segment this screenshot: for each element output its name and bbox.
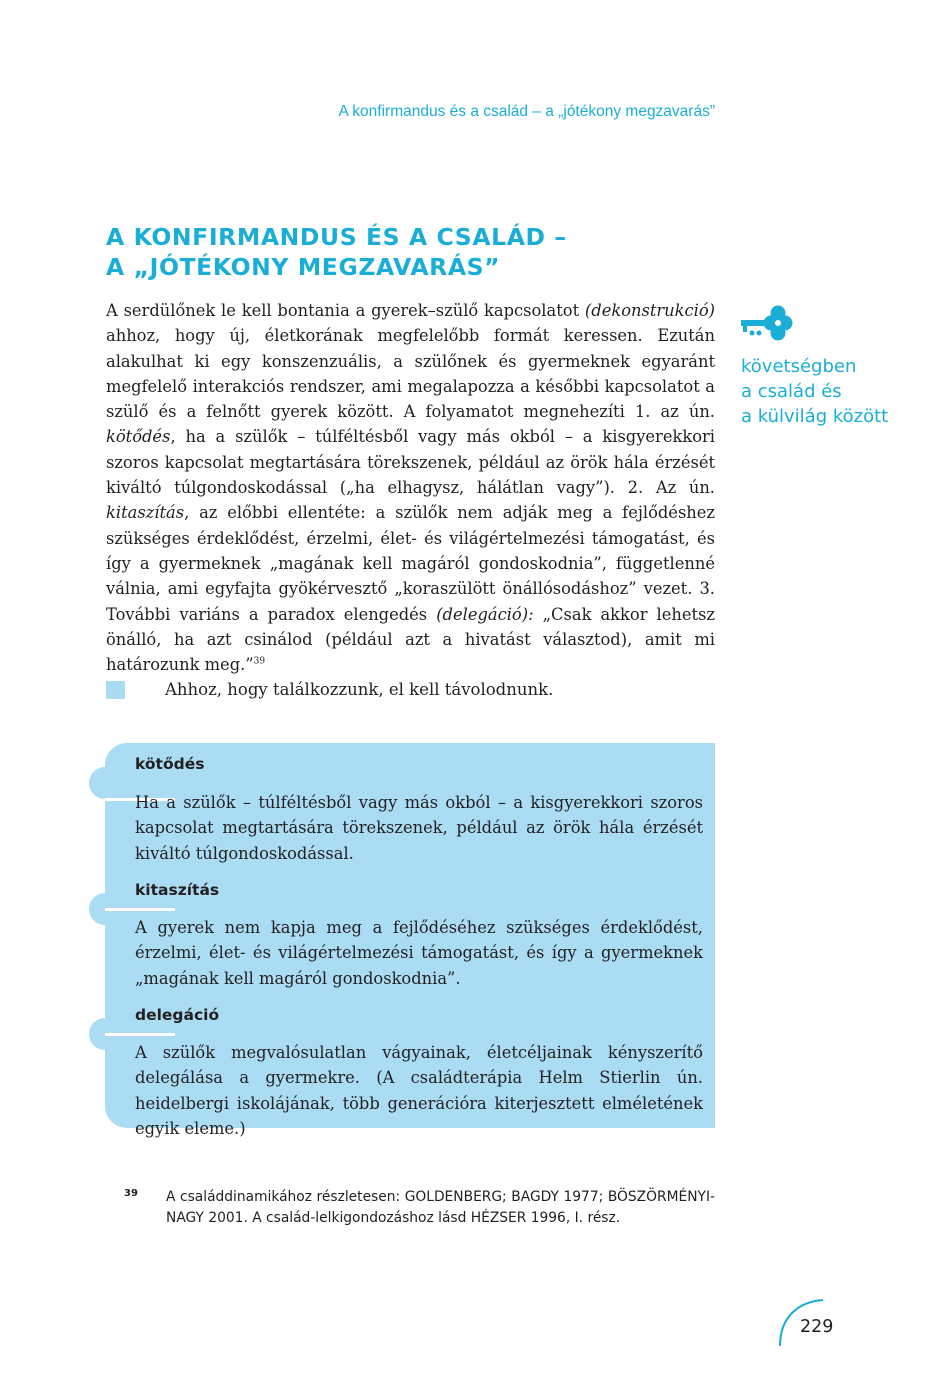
footnote-number: 39	[124, 1188, 138, 1199]
glossary-term: kitaszítás	[135, 881, 220, 899]
body-term-dekonstrukcio: (dekonstrukció)	[584, 301, 715, 320]
title-line-2: A „JÓTÉKONY MEGZAVARÁS”	[106, 253, 501, 281]
glossary-definition: A szülők megvalósulatlan vágyainak, életcéljainak kényszerítő delegálása a gyermekre. (A családterápia Helm Stierlin ún. heidelbergi iskolájának, több generációra kiterjesztett elméletének egyik eleme.)	[135, 1043, 703, 1138]
body-text-segment: , ha a szülők – túlféltésből vagy más okból – a kisgyerekkori szoros kapcsolat megtartására törekszenek, például az örök hála érzését kiváltó túlgondoskodással („ha elhagysz, hálátlan vagy”). 2. Az ún.	[106, 427, 715, 498]
glossary-divider	[105, 1033, 175, 1036]
sidebar-caption-line: a család és	[741, 381, 842, 402]
sidebar-caption	[741, 354, 931, 429]
body-term-kitaszitas: kitaszítás	[106, 503, 185, 523]
body-term-delegacio: (delegáció):	[436, 604, 534, 624]
glossary-definition: Ha a szülők – túlféltésből vagy más okból – a kisgyerekkori szoros kapcsolat megtartására törekszenek, például az örök hála érzését kiváltó túlgondoskodással.	[135, 793, 703, 863]
footnote-text: A családdinamikához részletesen: GOLDENBERG; BAGDY 1977; BÖSZÖRMÉNYI-NAGY 2001. A család-lelkigondozáshoz lásd HÉZSER 1996, I. rész.	[166, 1189, 715, 1226]
body-paragraph	[106, 298, 715, 677]
key-icon	[741, 304, 793, 342]
body-term-kotodes: kötődés	[106, 427, 171, 447]
glossary-term: kötődés	[135, 755, 205, 773]
pull-quote: Ahhoz, hogy találkozzunk, el kell távolodnunk.	[165, 680, 554, 699]
body-text-segment: „Csak akkor lehetsz önálló, ha azt csinálod (például azt a hivatást választod), amit mi határozunk meg.”	[106, 604, 715, 675]
body-text-segment: A serdülőnek le kell bontania a gyerek–szülő kapcsolatot	[106, 301, 585, 320]
sidebar-caption-line: a külvilág között	[741, 406, 889, 427]
title-line-1: A KONFIRMANDUS ÉS A CSALÁD –	[106, 223, 567, 251]
page-number: 229	[800, 1317, 834, 1337]
glossary-tab	[89, 767, 133, 799]
glossary-definition: A gyerek nem kapja meg a fejlődéséhez szükséges érdeklődést, érzelmi, élet- és világértelmezési támogatást, és így a gyermeknek „magának kell magáról gondoskodnia”.	[135, 918, 703, 988]
glossary-box	[105, 743, 715, 1138]
body-text-segment: , az előbbi ellentéte: a szülők nem adják meg a fejlődéshez szükséges érdeklődést, érzelmi, élet- és világértelmezési támogatást, és így a gyermeknek „magának kell magáról gondoskodnia”, függetlenné válnia, ami egyfajta gyökérvesztő „koraszülött önállósodáshoz” vezet. 3. További variáns a paradox elengedés	[106, 503, 715, 624]
quote-marker	[106, 681, 125, 699]
running-head: A konfirmandus és a család – a „jótékony megzavarás”	[338, 103, 715, 120]
glossary-term: delegáció	[135, 1006, 220, 1024]
footnote-reference[interactable]: 39	[253, 656, 266, 667]
glossary-divider	[105, 908, 175, 911]
body-text-segment: ahhoz, hogy új, életkorának megfelelőbb formát keressen. Ezután alakulhat ki egy konszenzuális, a szülőnek és gyermeknek egyaránt megfelelő interakciós rendszer, ami megalapozza a későbbi kapcsolatot a szülő és a felnőtt gyerek között. A folyamatot megnehezíti 1. az ún.	[106, 326, 715, 422]
sidebar-caption-line: követségben	[741, 356, 857, 377]
section-title	[106, 222, 726, 282]
